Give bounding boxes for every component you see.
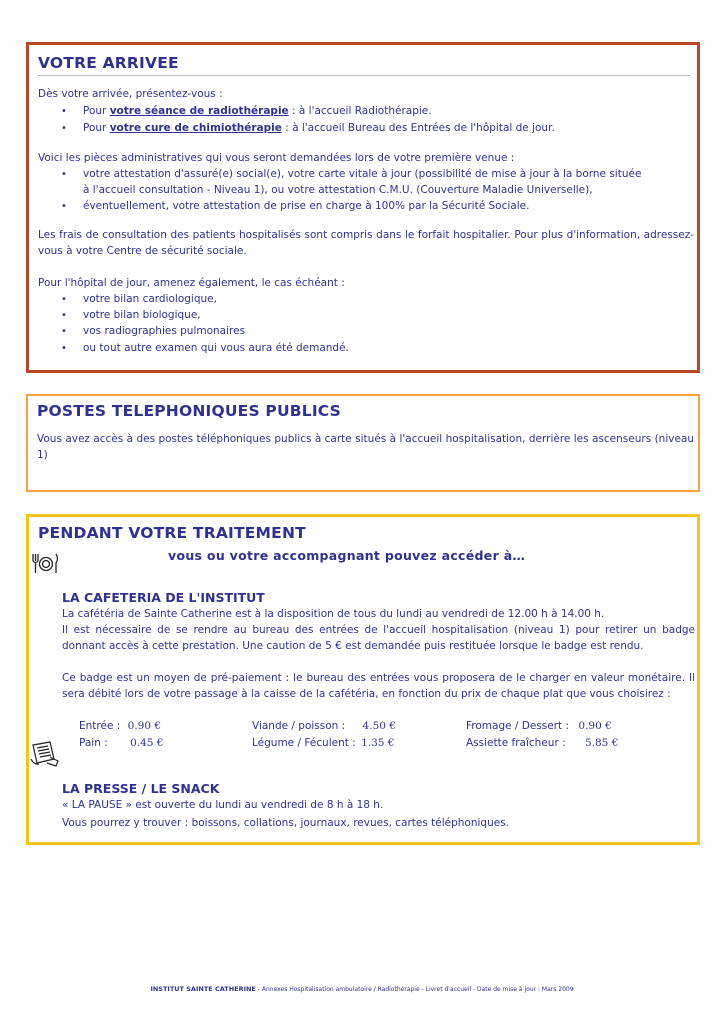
phones-section xyxy=(26,394,700,492)
day-item: • vos radiographies pulmonaires xyxy=(83,324,245,340)
newspaper-icon xyxy=(30,739,60,767)
arrival-title: VOTRE ARRIVEE xyxy=(38,54,179,72)
cafeteria-title: LA CAFETERIA DE L'INSTITUT xyxy=(62,590,265,605)
treatment-title: PENDANT VOTRE TRAITEMENT xyxy=(38,524,306,542)
page-footer xyxy=(0,985,724,993)
doc-item-attestation-cont: à l'accueil consultation - Niveau 1), ou votre attestation C.M.U. (Couverture Maladie Universelle), xyxy=(83,184,593,196)
price-pain: Pain : 0.45 € xyxy=(79,737,164,749)
day-item: • votre bilan biologique, xyxy=(83,308,201,324)
phones-text: Vous avez accès à des postes téléphoniques publics à carte situés à l'accueil hospitalisation, derrière les ascenseurs (niveau 1) xyxy=(37,433,694,461)
doc-item-prise-en-charge: • éventuellement, votre attestation de prise en charge à 100% par la Sécurité Sociale. xyxy=(83,199,529,215)
doc-item-attestation: • votre attestation d'assuré(e) social(e), votre carte vitale à jour (possibilité de mise à jour à la borne située xyxy=(83,167,641,183)
day-item: • votre bilan cardiologique, xyxy=(83,292,217,308)
footer-org: INSTITUT SAINTE CATHERINE xyxy=(150,985,256,993)
phones-title: POSTES TELEPHONIQUES PUBLICS xyxy=(37,402,342,420)
chemotherapy-emphasis: votre cure de chimiothérapie xyxy=(109,122,282,134)
day-hospital-intro: Pour l'hôpital de jour, amenez également, le cas échéant : xyxy=(38,277,345,289)
footer-details: - Annexes Hospitalisation ambulatoire / Radiothérapie - Livret d'accueil - Date de mise à jour : Mars 2009 xyxy=(255,986,574,993)
presse-offer: Vous pourrez y trouver : boissons, collations, journaux, revues, cartes téléphoniques. xyxy=(62,817,510,829)
cutlery-plate-icon xyxy=(30,551,60,575)
price-legume: Légume / Féculent : 1.35 € xyxy=(252,737,395,749)
arrival-item-radiotherapy: • Pour votre séance de radiothérapie : à l'accueil Radiothérapie. xyxy=(83,104,432,120)
price-assiette: Assiette fraîcheur : 5.85 € xyxy=(466,737,619,749)
arrival-divider xyxy=(38,75,690,76)
arrival-item-chemotherapy: • Pour votre cure de chimiothérapie : à l'accueil Bureau des Entrées de l'hôpital de jour. xyxy=(83,121,555,137)
treatment-section xyxy=(26,514,700,845)
price-entree: Entrée : 0.90 € xyxy=(79,720,162,732)
price-viande: Viande / poisson : 4.50 € xyxy=(252,720,396,732)
fees-paragraph: Les frais de consultation des patients hospitalisés sont compris dans le forfait hospitalier. Pour plus d'information, adressez-vous à votre Centre de sécurité sociale. xyxy=(38,229,694,257)
presse-hours: « LA PAUSE » est ouverte du lundi au vendredi de 8 h à 18 h. xyxy=(62,799,384,811)
presse-title: LA PRESSE / LE SNACK xyxy=(62,781,220,796)
cafeteria-hours: La cafétéria de Sainte Catherine est à la disposition de tous du lundi au vendredi de 12.00 h à 14.00 h. xyxy=(62,608,605,620)
arrival-section xyxy=(26,42,700,373)
cafeteria-badge-paragraph: Il est nécessaire de se rendre au bureau des entrées de l'accueil hospitalisation (niveau 1) pour retirer un badge donnant accès à cette prestation. Une caution de 5 € est demandée puis restituée lorsque le badge est rendu. xyxy=(62,624,695,652)
radiotherapy-emphasis: votre séance de radiothérapie xyxy=(109,105,289,117)
docs-intro: Voici les pièces administratives qui vous seront demandées lors de votre première venue : xyxy=(38,152,515,164)
treatment-subtitle: vous ou votre accompagnant pouvez accéder à… xyxy=(168,548,526,563)
arrival-intro: Dès votre arrivée, présentez-vous : xyxy=(38,88,223,100)
day-item: • ou tout autre examen qui vous aura été demandé. xyxy=(83,341,349,357)
price-fromage: Fromage / Dessert : 0.90 € xyxy=(466,720,612,732)
cafeteria-prepaid-paragraph: Ce badge est un moyen de pré-paiement : le bureau des entrées vous proposera de le charger en valeur monétaire. Il sera débité lors de votre passage à la caisse de la cafétéria, en fonction du prix de chaque plat que vous choisirez : xyxy=(62,672,695,700)
